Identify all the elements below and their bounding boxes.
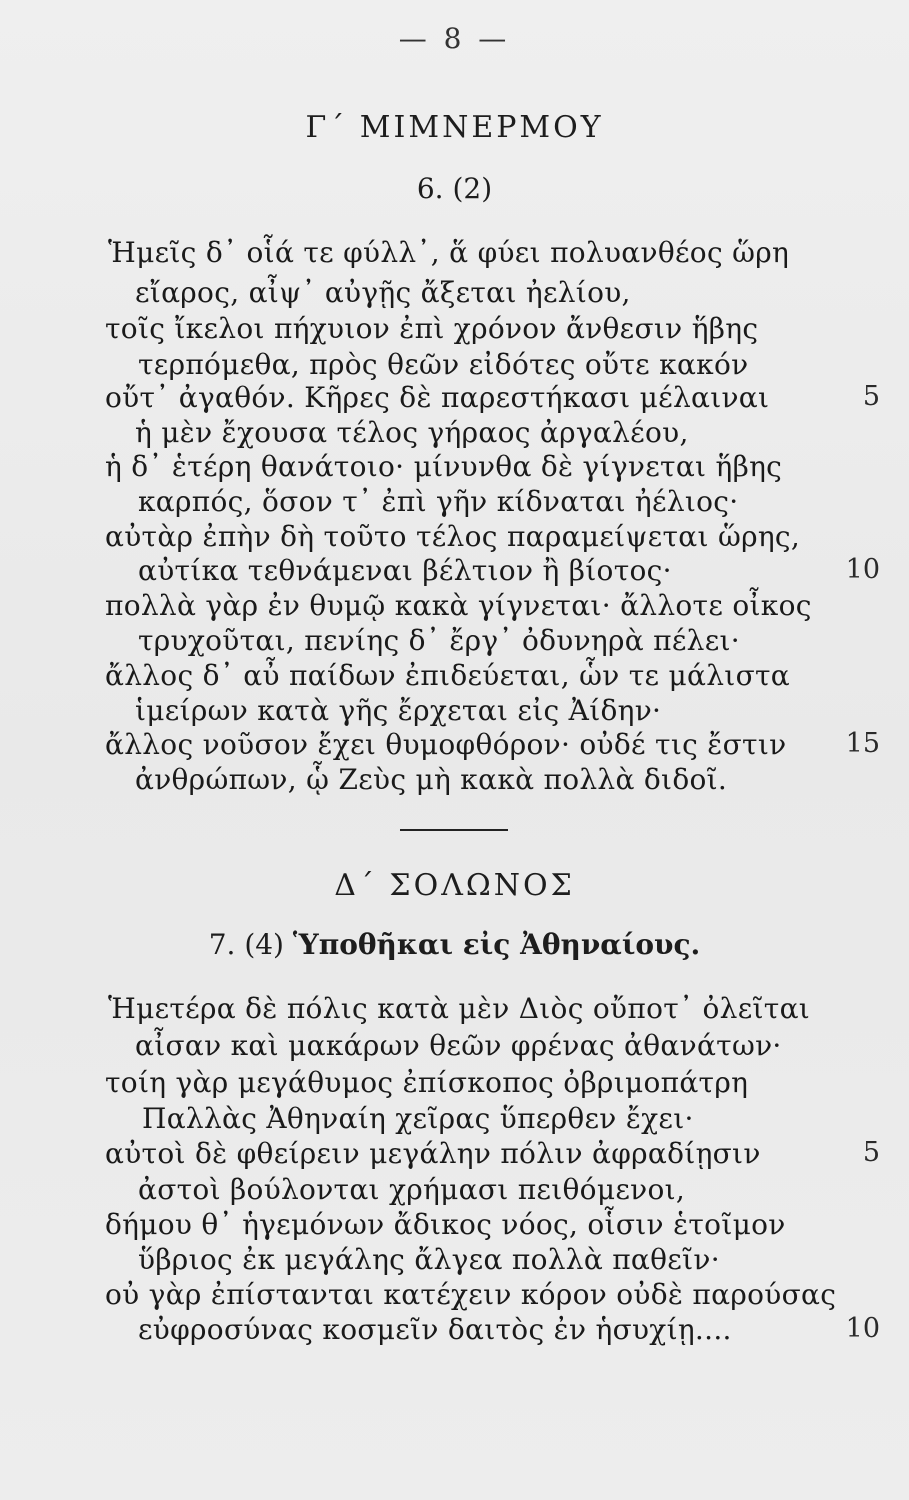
verse-line: αἶσαν καὶ μακάρων θεῶν φρένας ἀθανάτων· xyxy=(135,1029,782,1062)
verse-line: τρυχοῦται, πενίης δ᾽ ἔργ᾽ ὀδυνηρὰ πέλει· xyxy=(138,624,740,657)
verse-line: ὕβριος ἐκ μεγάλης ἄλγεα πολλὰ παθεῖν· xyxy=(138,1243,720,1276)
verse-line: τοῖς ἴκελοι πήχυιον ἐπὶ χρόνον ἄνθεσιν ἥβης xyxy=(105,312,759,345)
poem-heading-7 xyxy=(0,928,909,961)
verse-line: δήμου θ᾽ ἡγεμόνων ἄδικος νόος, οἷσιν ἑτοῖμον xyxy=(105,1208,786,1241)
verse-line: Ἡμετέρα δὲ πόλις κατὰ μὲν Διὸς οὔποτ᾽ ὀλεῖται xyxy=(108,992,811,1025)
verse-line: τοίη γὰρ μεγάθυμος ἐπίσκοπος ὀβριμοπάτρη xyxy=(105,1066,749,1099)
verse-line: ἱμείρων κατὰ γῆς ἔρχεται εἰς Ἀίδην· xyxy=(135,694,662,727)
verse-line: εὐφροσύνας κοσμεῖν δαιτὸς ἐν ἡσυχίῃ.... xyxy=(138,1313,732,1346)
line-number: 10 xyxy=(845,554,880,585)
verse-line: τερπόμεθα, πρὸς θεῶν εἰδότες οὔτε κακόν xyxy=(138,348,749,381)
verse-line: οὐ γὰρ ἐπίστανται κατέχειν κόρον οὐδὲ παρούσας xyxy=(105,1278,837,1311)
poem-title: Ὑποθῆκαι εἰς Ἀθηναίους. xyxy=(292,928,701,961)
page-number: — 8 — xyxy=(398,22,511,55)
line-number: 10 xyxy=(845,1313,880,1344)
verse-line: ἡ δ᾽ ἑτέρη θανάτοιο· μίνυνθα δὲ γίγνεται ἥβης xyxy=(105,450,783,483)
section-heading-solon: Δ΄ ΣΟΛΩΝΟΣ xyxy=(334,868,575,903)
verse-line: αὐτοὶ δὲ φθείρειν μεγάλην πόλιν ἀφραδίῃσιν xyxy=(105,1137,761,1170)
verse-line: εἴαρος, αἶψ᾽ αὐγῇς ἄξεται ἠελίου, xyxy=(135,276,631,309)
verse-line: αὐτὰρ ἐπὴν δὴ τοῦτο τέλος παραμείψεται ὥρης, xyxy=(105,520,801,553)
verse-line: ἀστοὶ βούλονται χρήμασι πειθόμενοι, xyxy=(138,1173,686,1206)
verse-line: Παλλὰς Ἀθηναίη χεῖρας ὕπερθεν ἔχει· xyxy=(142,1102,694,1135)
verse-line: ἄλλος νοῦσον ἔχει θυμοφθόρον· οὐδέ τις ἔστιν xyxy=(105,728,787,761)
poem-heading-6 xyxy=(0,172,909,205)
verse-line: ἡ μὲν ἔχουσα τέλος γήραος ἀργαλέου, xyxy=(135,416,689,449)
verse-line: ἀνθρώπων, ᾧ Ζεὺς μὴ κακὰ πολλὰ διδοῖ. xyxy=(135,763,728,796)
line-number: 5 xyxy=(862,381,880,412)
verse-line: καρπός, ὅσον τ᾽ ἐπὶ γῆν κίδναται ἠέλιος· xyxy=(138,485,739,518)
poem-number: 6. xyxy=(416,172,444,205)
verse-line: Ἡμεῖς δ᾽ οἷά τε φύλλ᾽, ἅ φύει πολυανθέος ὥρη xyxy=(108,236,790,269)
verse-line: πολλὰ γὰρ ἐν θυμῷ κακὰ γίγνεται· ἄλλοτε οἶκος xyxy=(105,589,812,622)
verse-line: ἄλλος δ᾽ αὖ παίδων ἐπιδεύεται, ὧν τε μάλιστα xyxy=(105,659,790,692)
line-number: 5 xyxy=(862,1137,880,1168)
verse-line: οὔτ᾽ ἀγαθόν. Κῆρες δὲ παρεστήκασι μέλαιναι xyxy=(105,381,770,414)
poem-number: 7. xyxy=(208,928,236,961)
section-heading-mimnermus: Γ΄ ΜΙΜΝΕΡΜΟΥ xyxy=(305,110,604,145)
section-divider xyxy=(400,829,508,831)
poem-fragment: (4) xyxy=(244,928,284,961)
line-number: 15 xyxy=(845,728,880,759)
poem-fragment: (2) xyxy=(452,172,493,205)
verse-line: αὐτίκα τεθνάμεναι βέλτιον ἢ βίοτος· xyxy=(138,554,672,587)
